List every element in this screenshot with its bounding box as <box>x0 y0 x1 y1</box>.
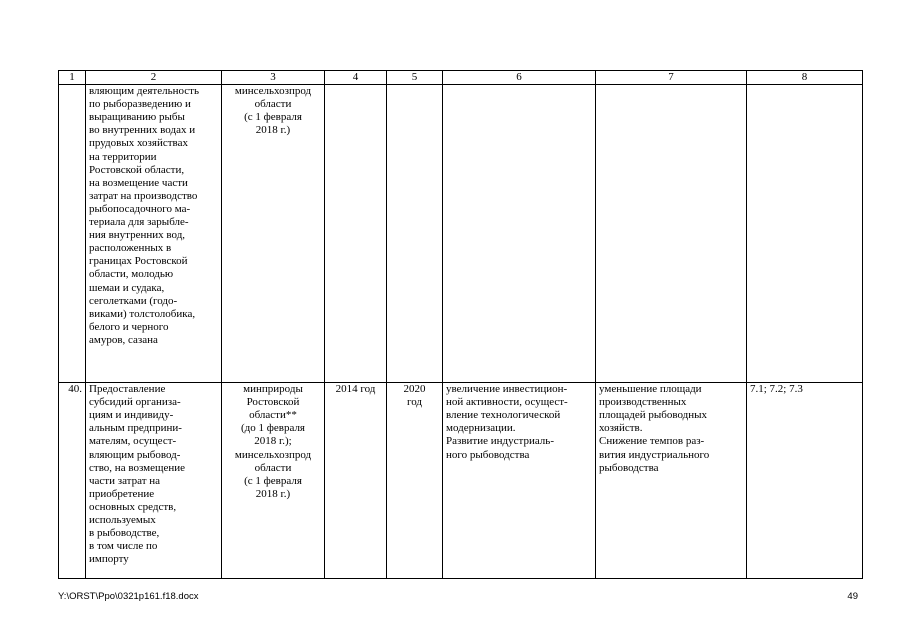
indicators-cell: 7.1; 7.2; 7.3 <box>747 383 863 579</box>
column-header-2: 2 <box>86 71 222 85</box>
end-year-cell <box>387 85 443 383</box>
responsible-executor-cell: минсельхозпрод области (с 1 февраля 2018 г.) <box>222 85 325 383</box>
row-number-cell <box>59 85 86 383</box>
table-row <box>59 85 863 383</box>
consequences-cell <box>596 85 747 383</box>
start-year-cell <box>325 85 387 383</box>
table-row <box>59 383 863 579</box>
footer-file-path: Y:\ORST\Ppo\0321p161.f18.docx <box>58 591 199 602</box>
column-header-1: 1 <box>59 71 86 85</box>
column-header-8: 8 <box>747 71 863 85</box>
row-number-cell: 40. <box>59 383 86 579</box>
programme-table <box>58 70 863 579</box>
expected-result-cell: увеличение инвестицион- ной активности, осущест- вление технологической модернизации. Развитие индустриаль- ного рыбоводства <box>443 383 596 579</box>
start-year-cell: 2014 год <box>325 383 387 579</box>
end-year-cell: 2020 год <box>387 383 443 579</box>
measure-description-cell: вляющим деятельность по рыборазведению и выращиванию рыбы во внутренних водах и прудовых хозяйствах на территории Ростовской области, на возмещение части затрат на производство рыбопосадочного ма- териала для зарыбле- ния внутренних вод, расположенных в границах Ростовской области, молодью шемаи и судака, сеголетками (годо- виками) толстолобика, белого и черного амуров, сазана <box>86 85 222 383</box>
column-header-4: 4 <box>325 71 387 85</box>
indicators-cell <box>747 85 863 383</box>
column-header-6: 6 <box>443 71 596 85</box>
column-header-5: 5 <box>387 71 443 85</box>
header-row <box>59 71 863 85</box>
column-header-3: 3 <box>222 71 325 85</box>
measure-description-cell: Предоставление субсидий организа- циям и индивиду- альным предприни- мателям, осущест- вляющим рыбовод- ство, на возмещение части затрат на приобретение основных средств, используемых в рыбоводстве, в том числе по импорту <box>86 383 222 579</box>
page-number: 49 <box>847 591 858 602</box>
column-header-7: 7 <box>596 71 747 85</box>
expected-result-cell <box>443 85 596 383</box>
consequences-cell: уменьшение площади производственных площадей рыбоводных хозяйств. Снижение темпов раз- вития индустриального рыбоводства <box>596 383 747 579</box>
responsible-executor-cell: минприроды Ростовской области** (до 1 февраля 2018 г.); минсельхозпрод области (с 1 февраля 2018 г.) <box>222 383 325 579</box>
